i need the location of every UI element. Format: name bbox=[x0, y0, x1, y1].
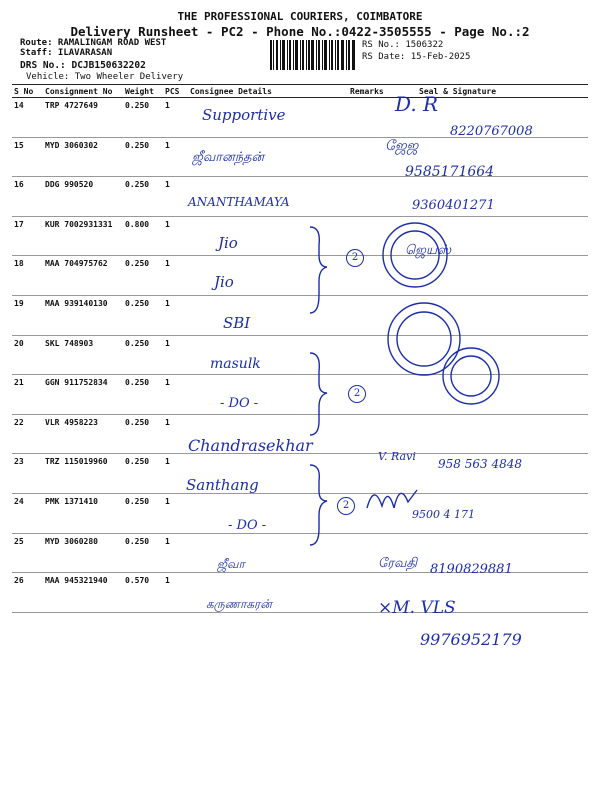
cell-pcs: 1 bbox=[163, 256, 188, 296]
handwritten-consignee: Chandrasekhar bbox=[188, 436, 313, 455]
cell-consignment: GGN 911752834 bbox=[43, 375, 123, 415]
handwritten-signature: D. R bbox=[395, 92, 439, 116]
cell-sno: 19 bbox=[12, 295, 43, 335]
insurance-stamp bbox=[440, 345, 502, 407]
handwritten-consignee: Jio bbox=[214, 273, 234, 291]
cell-weight: 0.250 bbox=[123, 98, 163, 138]
cell-sno: 20 bbox=[12, 335, 43, 375]
cell-consignment: MAA 945321940 bbox=[43, 573, 123, 613]
route-label: Route: RAMALINGAM ROAD WEST bbox=[20, 38, 167, 48]
cell-consignment: TRP 4727649 bbox=[43, 98, 123, 138]
cell-weight: 0.250 bbox=[123, 256, 163, 296]
drs-label: DRS No.: DCJB150632202 bbox=[20, 60, 146, 71]
cell-weight: 0.250 bbox=[123, 177, 163, 217]
handwritten-phone: 958 563 4848 bbox=[438, 457, 522, 471]
table-row bbox=[12, 216, 588, 256]
col-remarks: Remarks bbox=[348, 85, 395, 98]
table-row bbox=[12, 573, 588, 613]
cell-consignment: VLR 4958223 bbox=[43, 414, 123, 454]
cell-weight: 0.250 bbox=[123, 454, 163, 494]
cell-consignment: MYD 3060302 bbox=[43, 137, 123, 177]
cell-weight: 0.250 bbox=[123, 493, 163, 533]
cell-sno: 18 bbox=[12, 256, 43, 296]
cell-sno: 23 bbox=[12, 454, 43, 494]
table-row bbox=[12, 256, 588, 296]
cell-consignment: PMK 1371410 bbox=[43, 493, 123, 533]
cell-pcs: 1 bbox=[163, 414, 188, 454]
cell-weight: 0.250 bbox=[123, 137, 163, 177]
handwritten-consignee: SBI bbox=[223, 314, 251, 332]
col-sno: S No bbox=[12, 85, 43, 98]
table-header-row bbox=[12, 85, 588, 98]
col-consignment: Consignment No bbox=[43, 85, 123, 98]
cell-sno: 17 bbox=[12, 216, 43, 256]
col-signature: Seal & Signature bbox=[395, 85, 588, 98]
cell-consignment: KUR 7002931331 bbox=[43, 216, 123, 256]
handwritten-signature: ஜேஜ bbox=[385, 138, 419, 154]
col-pcs: PCS bbox=[163, 85, 188, 98]
handwritten-consignee: ஜீவா bbox=[217, 557, 245, 571]
cell-consignment: MAA 939140130 bbox=[43, 295, 123, 335]
cell-consignment: TRZ 115019960 bbox=[43, 454, 123, 494]
cell-pcs: 1 bbox=[163, 177, 188, 217]
col-weight: Weight bbox=[123, 85, 163, 98]
cell-weight: 0.250 bbox=[123, 295, 163, 335]
cell-weight: 0.250 bbox=[123, 533, 163, 573]
cell-sno: 21 bbox=[12, 375, 43, 415]
table-row bbox=[12, 177, 588, 217]
handwritten-consignee: கருணாகரன் bbox=[206, 597, 272, 611]
handwritten-signature: V. Ravi bbox=[378, 450, 416, 463]
cell-pcs: 1 bbox=[163, 295, 188, 335]
cell-pcs: 1 bbox=[163, 573, 188, 613]
handwritten-phone: 9976952179 bbox=[420, 630, 522, 649]
handwritten-phone: 9500 4 171 bbox=[412, 508, 475, 521]
cell-pcs: 1 bbox=[163, 454, 188, 494]
rs-number: RS No.: 1506322 bbox=[362, 40, 444, 50]
remark-circle: 2 bbox=[346, 249, 364, 267]
cell-sno: 16 bbox=[12, 177, 43, 217]
handwritten-signature: ×M. VLS bbox=[378, 598, 456, 618]
staff-label: Staff: ILAVARASAN bbox=[20, 48, 113, 58]
table-row bbox=[12, 295, 588, 335]
cell-pcs: 1 bbox=[163, 98, 188, 138]
barcode bbox=[270, 40, 355, 70]
cell-pcs: 1 bbox=[163, 137, 188, 177]
handwritten-consignee: ANANTHAMAYA bbox=[188, 195, 290, 209]
cell-sno: 15 bbox=[12, 137, 43, 177]
col-consignee: Consignee Details bbox=[188, 85, 348, 98]
grouping-braces bbox=[305, 225, 335, 625]
remark-circle: 2 bbox=[337, 497, 355, 515]
handwritten-consignee: ஜீவானந்தன் bbox=[192, 150, 265, 165]
table-row bbox=[12, 493, 588, 533]
cell-consignment: SKL 748903 bbox=[43, 335, 123, 375]
cell-pcs: 1 bbox=[163, 533, 188, 573]
cell-consignment: MYD 3060280 bbox=[43, 533, 123, 573]
table-row bbox=[12, 137, 588, 177]
cell-sno: 26 bbox=[12, 573, 43, 613]
cell-pcs: 1 bbox=[163, 335, 188, 375]
handwritten-phone: 8220767008 bbox=[450, 124, 533, 139]
handwritten-signature: ஜெயஸ் bbox=[405, 243, 452, 258]
cell-weight: 0.250 bbox=[123, 414, 163, 454]
rs-date: RS Date: 15-Feb-2025 bbox=[362, 52, 471, 62]
cell-sno: 14 bbox=[12, 98, 43, 138]
handwritten-consignee: masulk bbox=[210, 356, 261, 372]
cell-sno: 22 bbox=[12, 414, 43, 454]
runsheet-subtitle: Delivery Runsheet - PC2 - Phone No.:0422-3505555 - Page No.:2 bbox=[70, 24, 530, 39]
cell-weight: 0.570 bbox=[123, 573, 163, 613]
remark-circle: 2 bbox=[348, 385, 366, 403]
cell-consignment: MAA 704975762 bbox=[43, 256, 123, 296]
handwritten-signature: ரேவதி bbox=[378, 556, 418, 571]
vehicle-label: Vehicle: Two Wheeler Delivery bbox=[26, 72, 184, 82]
cell-weight: 0.250 bbox=[123, 375, 163, 415]
handwritten-consignee: - DO - bbox=[220, 396, 259, 411]
cell-weight: 0.800 bbox=[123, 216, 163, 256]
handwritten-consignee: Supportive bbox=[202, 106, 286, 124]
handwritten-phone: 9360401271 bbox=[412, 198, 495, 213]
handwritten-phone: 8190829881 bbox=[430, 562, 513, 577]
company-title: THE PROFESSIONAL COURIERS, COIMBATORE bbox=[177, 10, 423, 23]
cell-pcs: 1 bbox=[163, 375, 188, 415]
handwritten-phone: 9585171664 bbox=[405, 164, 495, 180]
handwritten-consignee: - DO - bbox=[228, 518, 267, 533]
cell-consignment: DDG 990520 bbox=[43, 177, 123, 217]
cell-pcs: 1 bbox=[163, 216, 188, 256]
cell-sno: 24 bbox=[12, 493, 43, 533]
handwritten-consignee: Jio bbox=[218, 234, 238, 252]
cell-pcs: 1 bbox=[163, 493, 188, 533]
handwritten-consignee: Santhang bbox=[186, 476, 259, 494]
cell-sno: 25 bbox=[12, 533, 43, 573]
cell-weight: 0.250 bbox=[123, 335, 163, 375]
